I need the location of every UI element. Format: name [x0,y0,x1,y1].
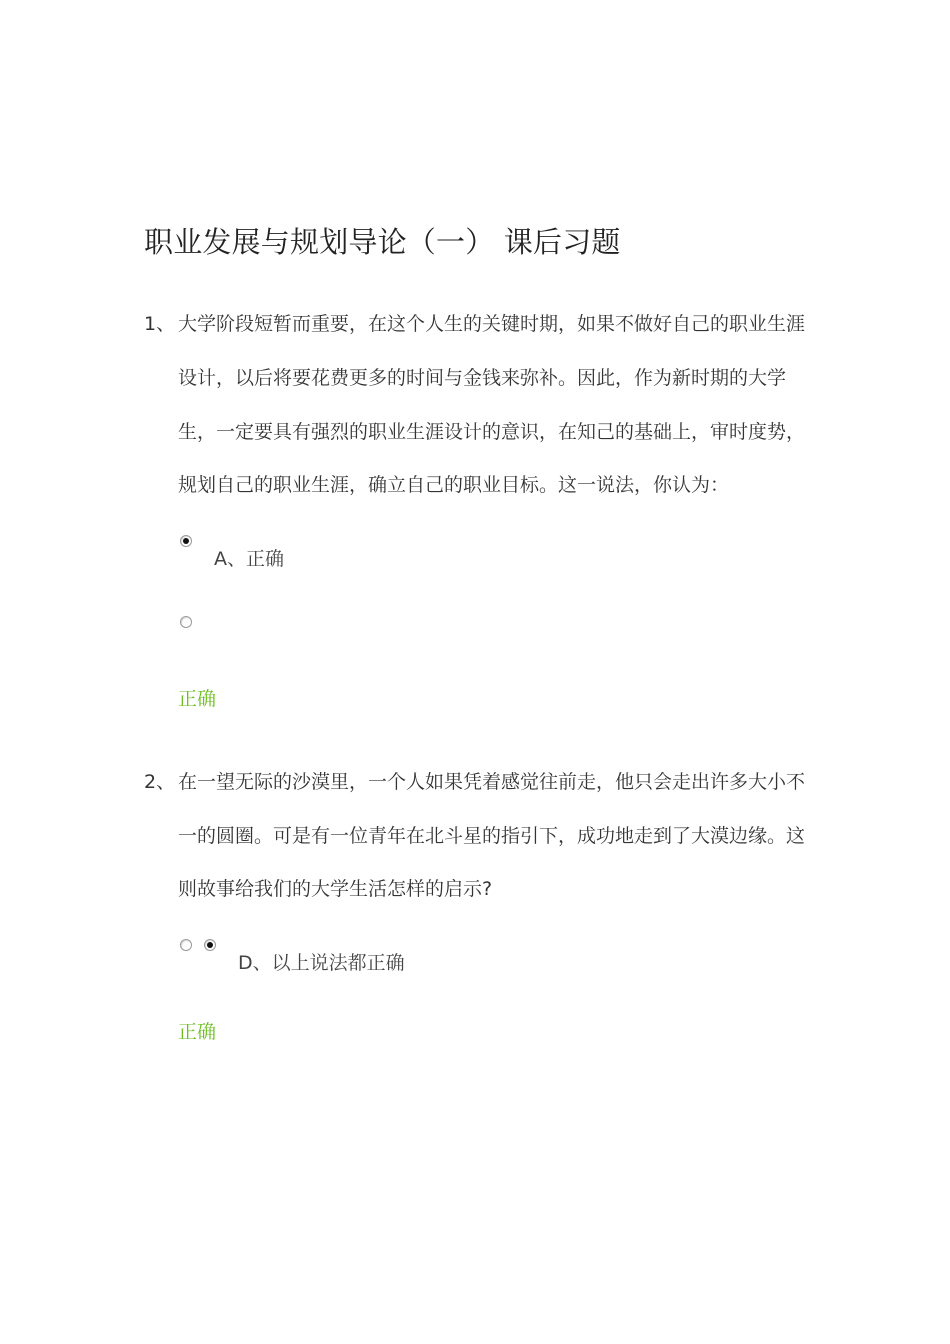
answer-verdict: 正确 [178,688,217,710]
option-a-radio[interactable] [180,535,192,547]
question-text-line: 一的圆圈。可是有一位青年在北斗星的指引下，成功地走到了大漠边缘。这 [178,825,806,847]
question-text-line: 生，一定要具有强烈的职业生涯设计的意识，在知己的基础上，审时度势， [178,421,806,443]
question-number: 2、 [144,771,176,793]
document-title: 职业发展与规划导论（一） 课后习题 [144,225,621,259]
option-d-label: D、以上说法都正确 [238,952,405,974]
question-text-line: 在一望无际的沙漠里，一个人如果凭着感觉往前走，他只会走出许多大小不 [178,771,806,793]
question-text-line: 规划自己的职业生涯，确立自己的职业目标。这一说法，你认为： [178,474,730,496]
question-text-line: 设计，以后将要花费更多的时间与金钱来弥补。因此，作为新时期的大学 [178,367,787,389]
question-text-line: 则故事给我们的大学生活怎样的启示? [178,878,493,900]
option-c-radio[interactable] [180,939,192,951]
answer-verdict: 正确 [178,1021,217,1043]
option-a-label: A、正确 [214,548,284,570]
question-number: 1、 [144,313,176,335]
question-text-line: 大学阶段短暂而重要，在这个人生的关键时期，如果不做好自己的职业生涯 [178,313,806,335]
option-d-radio[interactable] [204,939,216,951]
option-b-radio[interactable] [180,616,192,628]
